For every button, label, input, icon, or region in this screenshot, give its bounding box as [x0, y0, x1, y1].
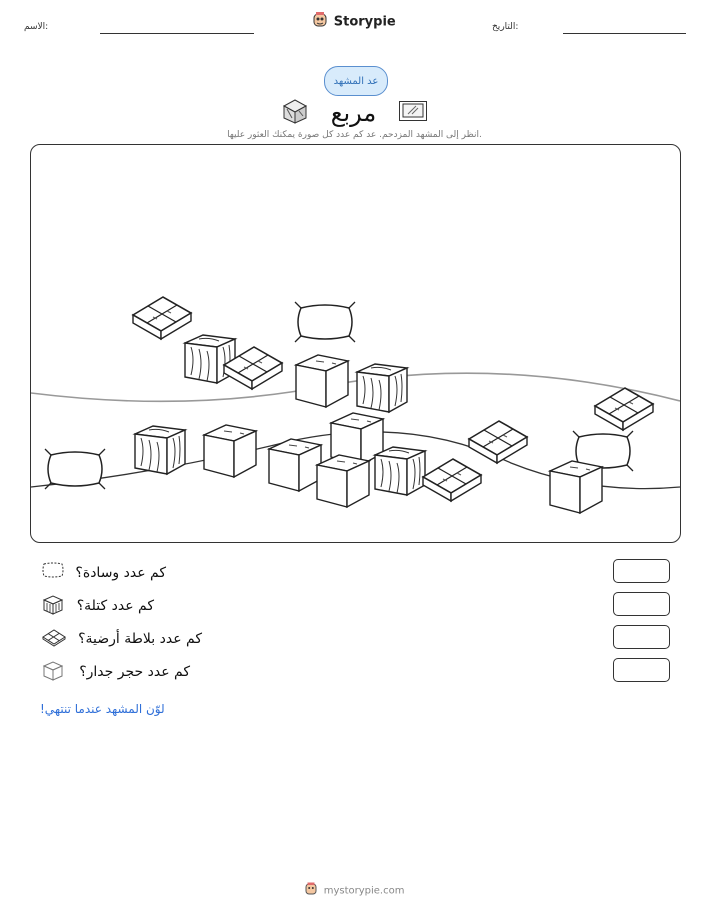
scene-illustration — [31, 145, 680, 542]
answer-box-pillow[interactable] — [613, 559, 670, 583]
answer-box-floor-tile[interactable] — [613, 625, 670, 649]
scene-count-badge: عد المشهد — [324, 66, 388, 96]
scene-box — [30, 144, 681, 543]
brand-name: Storypie — [333, 14, 396, 30]
footer-url[interactable]: mystorypie.com — [323, 885, 405, 897]
question-icon-wall-stone — [42, 661, 64, 685]
footer-logo-icon — [305, 882, 317, 899]
color-note: لوّن المشهد عندما تنتهي! — [40, 702, 165, 716]
question-icon-floor-tile — [42, 629, 66, 651]
question-wall-stone: كم عدد حجر جدار؟ — [79, 664, 190, 680]
title-text: مربع — [330, 99, 377, 127]
question-pillow: كم عدد وسادة؟ — [75, 565, 166, 581]
answer-box-wood-block[interactable] — [613, 592, 670, 616]
question-icon-pillow — [42, 562, 64, 582]
storypie-logo-icon — [313, 12, 327, 32]
name-label: الاسم: — [24, 22, 49, 32]
question-icon-wood-block — [42, 594, 64, 620]
page-title — [0, 98, 709, 130]
name-line[interactable] — [100, 33, 254, 34]
brand — [0, 12, 709, 32]
question-wood-block: كم عدد كتلة؟ — [76, 598, 154, 614]
title-square-icon — [398, 100, 428, 128]
question-floor-tile: كم عدد بلاطة أرضية؟ — [78, 631, 202, 647]
date-label: التاريخ: — [492, 22, 519, 32]
answer-box-wall-stone[interactable] — [613, 658, 670, 682]
title-cube-icon — [281, 98, 309, 130]
date-line[interactable] — [563, 33, 686, 34]
instructions: انظر إلى المشهد المزدحم. عد كم عدد كل صورة يمكنك العثور عليها. — [227, 130, 482, 140]
footer — [0, 882, 709, 899]
